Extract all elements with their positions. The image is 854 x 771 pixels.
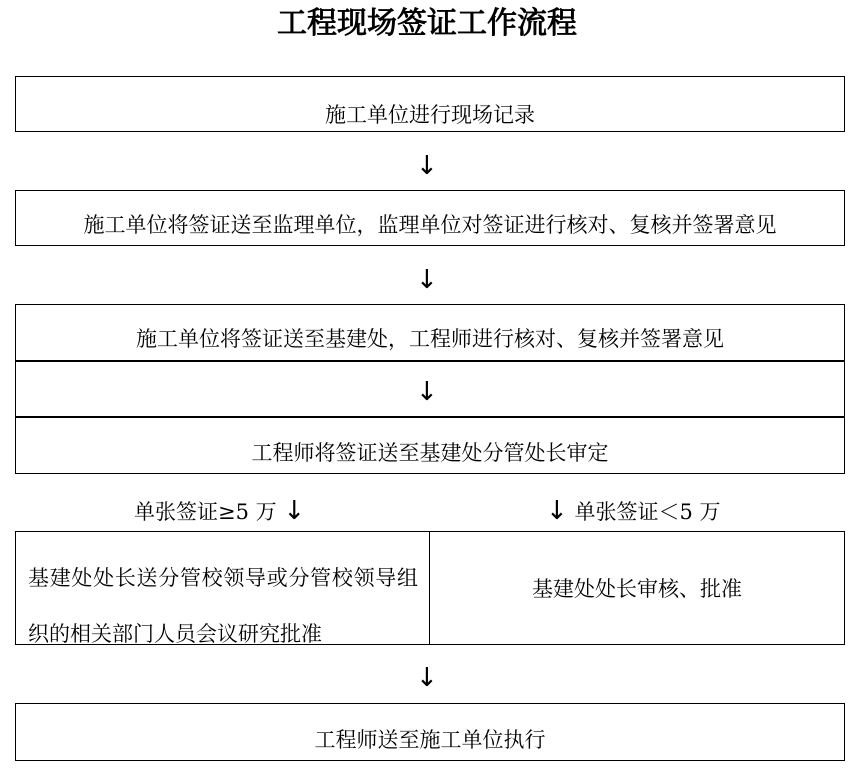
step-text-execute: 工程师送至施工单位执行 xyxy=(314,728,546,752)
step-text-supervisor: 施工单位将签证送至监理单位，监理单位对签证进行核对、复核并签署意见 xyxy=(83,213,777,237)
branch-label-left xyxy=(134,497,305,526)
step-box-school-leader xyxy=(15,531,431,645)
page-title: 工程现场签证工作流程 xyxy=(277,6,577,41)
branch-label-right xyxy=(546,497,721,526)
step-text-record: 施工单位进行现场记录 xyxy=(325,103,535,127)
arrow-down-icon: ↓ xyxy=(416,663,438,693)
step-text-school-leader: 基建处处长送分管校领导或分管校领导组织的相关部门人员会议研究批准 xyxy=(28,566,418,646)
branch-condition-ge5: 单张签证≥5 万 xyxy=(134,500,277,524)
step-box-director-review xyxy=(15,416,845,474)
step-text-director-approve: 基建处处长审核、批准 xyxy=(532,577,742,601)
step-box-supervisor xyxy=(15,190,845,246)
arrow-down-icon: ↓ xyxy=(283,496,306,526)
step-box-construction-office xyxy=(15,304,845,362)
arrow-down-icon: ↓ xyxy=(416,377,438,407)
step-box-record xyxy=(15,76,845,132)
arrow-down-icon: ↓ xyxy=(416,151,438,181)
step-text-director-review: 工程师将签证送至基建处分管处长审定 xyxy=(251,441,609,465)
arrow-down-icon: ↓ xyxy=(546,496,568,526)
arrow-down-icon: ↓ xyxy=(416,265,438,295)
step-box-execute xyxy=(15,703,845,761)
branch-condition-lt5: 单张签证＜5 万 xyxy=(574,500,721,524)
step-box-director-approve xyxy=(429,531,845,645)
step-text-construction-office: 施工单位将签证送至基建处，工程师进行核对、复核并签署意见 xyxy=(136,327,724,351)
